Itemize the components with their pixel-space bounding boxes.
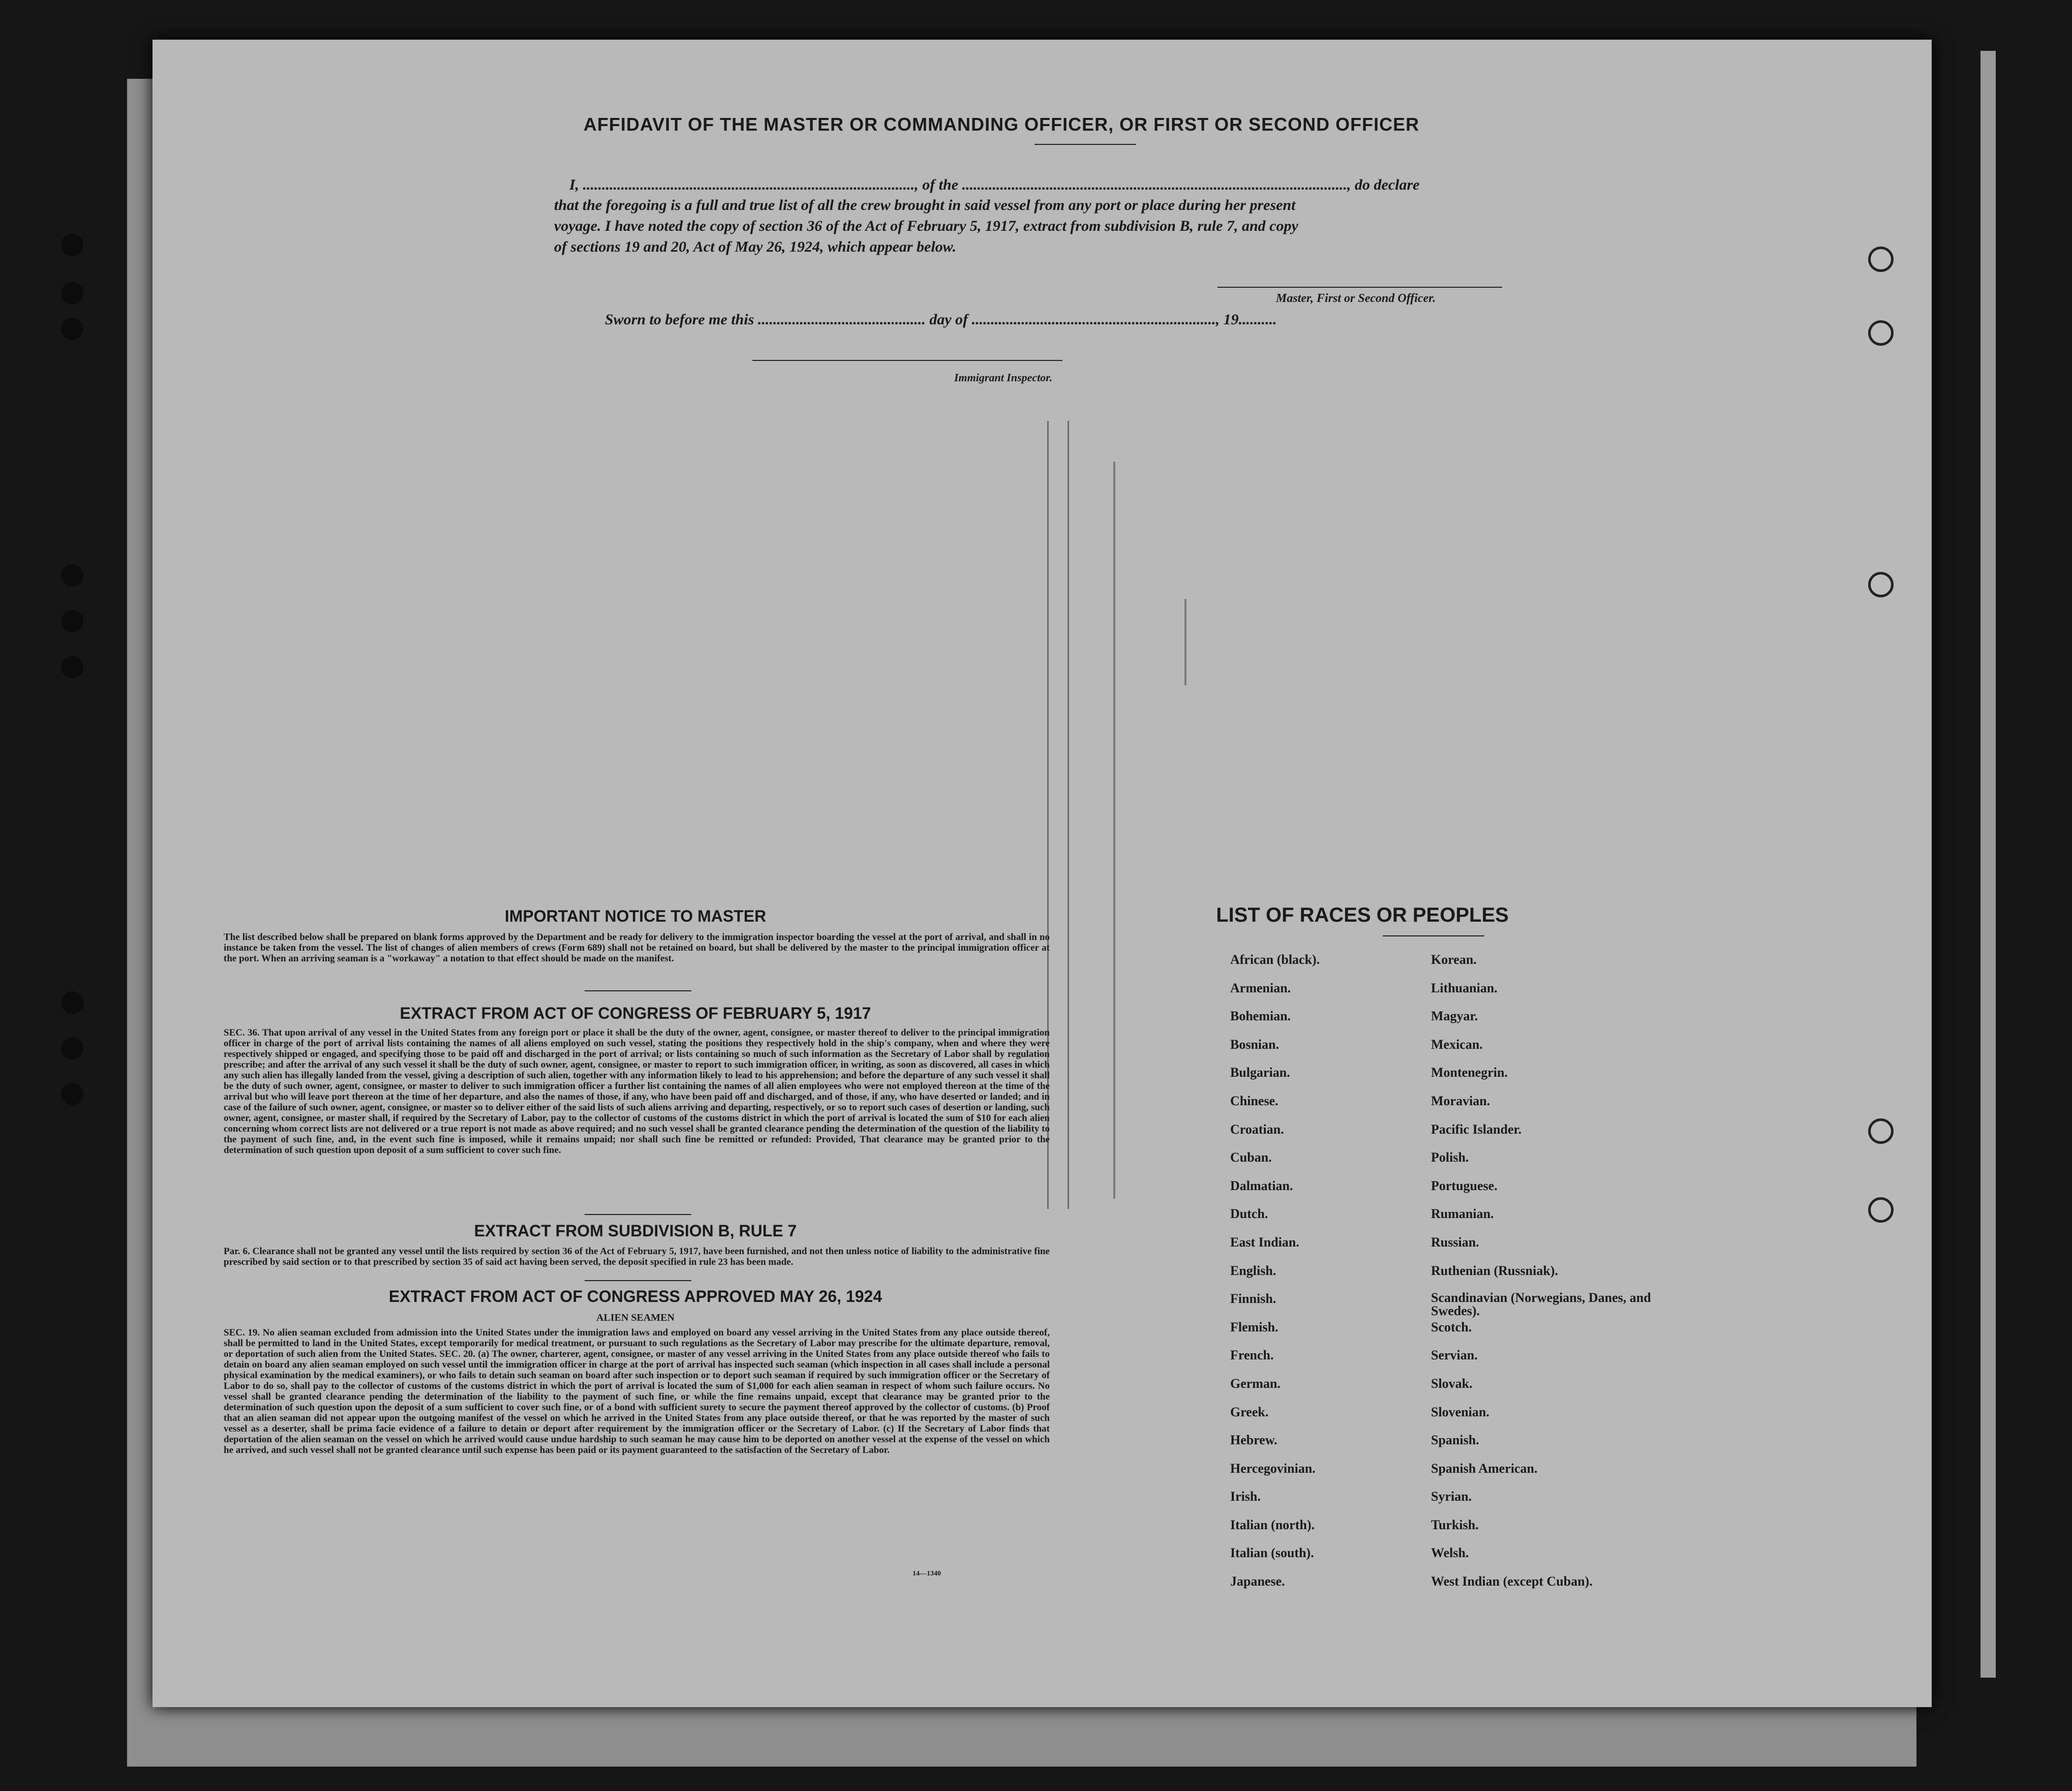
affidavit-line-1 <box>569 174 1713 195</box>
race-item: Flemish. <box>1230 1319 1278 1334</box>
inspector-label: Immigrant Inspector. <box>954 371 1053 384</box>
race-item: Montenegrin. <box>1431 1065 1508 1080</box>
race-item: Syrian. <box>1431 1489 1472 1504</box>
race-item: Finnish. <box>1230 1291 1276 1307</box>
affidavit-line-3: voyage. I have noted the copy of section 36 of the Act of February 5, 1917, extract from subdivision B, rule 7, and copy <box>554 218 1298 234</box>
binder-hole <box>61 991 83 1014</box>
races-heading: LIST OF RACES OR PEOPLES <box>1216 904 1509 926</box>
binder-hole <box>61 282 83 305</box>
race-item: Welsh. <box>1431 1545 1469 1561</box>
race-item: Mexican. <box>1431 1037 1483 1052</box>
inspector-signature-line <box>752 360 1062 361</box>
race-item: West Indian (except Cuban). <box>1431 1574 1593 1589</box>
race-item: Korean. <box>1431 952 1477 967</box>
race-item: Bulgarian. <box>1230 1065 1290 1080</box>
column-rule <box>1068 421 1069 1209</box>
race-item: Scandinavian (Norwegians, Danes, and Swedes). <box>1431 1290 1651 1319</box>
race-item: Armenian. <box>1230 980 1291 995</box>
race-item: Slovak. <box>1431 1376 1473 1391</box>
race-item: German. <box>1230 1376 1281 1391</box>
race-item: Slovenian. <box>1431 1404 1489 1419</box>
race-item: Cuban. <box>1230 1150 1272 1165</box>
race-item: French. <box>1230 1348 1274 1363</box>
race-item: Spanish American. <box>1431 1461 1538 1476</box>
race-item: Lithuanian. <box>1431 980 1498 995</box>
race-item: Portuguese. <box>1431 1178 1498 1193</box>
race-item: Irish. <box>1230 1489 1261 1504</box>
binder-hole <box>61 1083 83 1105</box>
affidavit-title: AFFIDAVIT OF THE MASTER OR COMMANDING OFFICER, OR FIRST OR SECOND OFFICER <box>583 114 1420 135</box>
page-edge <box>1980 51 1996 1678</box>
race-item: Scotch. <box>1431 1319 1472 1334</box>
affidavit-line-4: of sections 19 and 20, Act of May 26, 1924, which appear below. <box>554 238 957 255</box>
race-item: African (black). <box>1230 952 1320 967</box>
notice-heading: IMPORTANT NOTICE TO MASTER <box>504 907 767 925</box>
race-item: Pacific Islander. <box>1431 1121 1522 1137</box>
extract-1924-heading: EXTRACT FROM ACT OF CONGRESS APPROVED MAY 26, 1924 <box>388 1287 882 1306</box>
races-left-column <box>1230 952 1444 1602</box>
binder-hole <box>61 656 83 678</box>
race-item: Japanese. <box>1230 1574 1285 1589</box>
affidavit-line-2: that the foregoing is a full and true list of all the crew brought in said vessel from any port or place during her present <box>554 197 1296 214</box>
race-item: Russian. <box>1431 1234 1479 1250</box>
affidavit-declare: do declare <box>1355 176 1420 193</box>
extract-1924-text: SEC. 19. No alien seaman excluded from admission into the United States under the immigration laws and employed on board any vessel arriving in the United States from any place outside thereof, shall be permitted to land in the United States, except temporarily for medical treatment, or pursuant to such regulations as the Secretary of Labor may prescribe for the ultimate departure, removal, or deportation of such alien from the United States. SEC. 20. (a) The owner, charterer, agent, consignee, or master of any vessel arriving in the United States from any place outside thereof who fails to detain on board any alien seaman employed on such vessel until the immigration officer in charge at the port of arrival has inspected such seaman (which inspection in all cases shall include a personal physical examination by the medical examiners), or who fails to detain such seaman on board after such inspection or to deport such seaman if required by such immigration officer or the Secretary of Labor to do so, shall pay to the collector of customs of the customs district in which the port of arrival is located the sum of $1,000 for each alien seaman in respect of whom such failure occurs. No vessel shall be granted clearance pending the determination of the liability to the payment of such fine, or while the fine remains unpaid, except that clearance may be granted prior to the determination of such question upon the deposit of a sum sufficient to cover such fine, or of a bond with sufficient surety to secure the payment thereof approved by the collector of customs. (b) Proof that an alien seaman did not appear upon the outgoing manifest of the vessel on which he arrived in the United States from any place outside thereof, or that he was reported by the master of such vessel as a deserter, shall be prima facie evidence of a failure to detain or deport after requirement by the immigration officer or the Secretary of Labor. (c) If the Secretary of Labor finds that deportation of the alien seaman on the vessel on which he arrived would cause undue hardship to such seaman he may cause him to be deported on another vessel at the expense of the vessel on which he arrived, and such vessel shall not be granted clearance until such expense has been paid or its payment guaranteed to the satisfaction of the Secretary of Labor. <box>224 1327 1050 1455</box>
extract-1917-heading: EXTRACT FROM ACT OF CONGRESS OF FEBRUARY 5, 1917 <box>400 1004 871 1022</box>
divider <box>585 990 691 991</box>
affidavit-name-field: I, ......................................................................................., <box>569 176 919 193</box>
race-item: Bohemian. <box>1230 1009 1291 1024</box>
notice-text: The list described below shall be prepared on blank forms approved by the Department and be ready for delivery to the immigration inspector boarding the vessel at the port of arrival, and shall in no instance be taken from the vessel. The list of changes of alien members of crews (Form 689) shall not be retained on board, but shall be delivered by the master to the principal immigration officer at the port. When an arriving seaman is a "workaway" a notation to that effect should be made on the manifest. <box>224 932 1050 964</box>
divider <box>1034 144 1136 145</box>
race-item: Turkish. <box>1431 1517 1479 1532</box>
race-item: Bosnian. <box>1230 1037 1279 1052</box>
rule7-heading: EXTRACT FROM SUBDIVISION B, RULE 7 <box>474 1222 797 1240</box>
race-item: Magyar. <box>1431 1009 1478 1024</box>
binder-hole <box>61 234 83 256</box>
alien-seamen-subheading: ALIEN SEAMEN <box>596 1312 675 1323</box>
divider <box>1383 935 1484 936</box>
master-signature-label: Master, First or Second Officer. <box>1276 292 1436 305</box>
race-item: English. <box>1230 1263 1276 1278</box>
form-number: 14—1340 <box>912 1570 941 1577</box>
rule7-text: Par. 6. Clearance shall not be granted any vessel until the lists required by section 36 of the Act of February 5, 1917, have been furnished, and not then unless notice of liability to the administrative fine prescribed by said section or to that prescribed by section 35 of said act having been served, the deposit specified in rule 23 has been made. <box>224 1246 1050 1267</box>
binder-hole <box>61 610 83 632</box>
binder-hole <box>61 1037 83 1059</box>
race-item: Italian (south). <box>1230 1545 1314 1561</box>
race-item: Moravian. <box>1431 1093 1490 1108</box>
race-item: Polish. <box>1431 1150 1469 1165</box>
column-rule <box>1113 462 1115 1199</box>
extract-1917-text: SEC. 36. That upon arrival of any vessel in the United States from any foreign port or place it shall be the duty of the owner, agent, consignee, or master thereof to deliver to the principal immigration officer in charge of the port of arrival lists containing the names of all aliens employed on such vessel, stating the positions they respectively hold in the ship's company, when and where they were respectively shipped or engaged, and specifying those to be paid off and discharged in the port of arrival; or lists containing so much of such information as the Secretary of Labor shall by regulation prescribe; and after the arrival of any such vessel it shall be the duty of such owner, agent, consignee, or master to report to such immigration officer, in writing, as soon as discovered, all cases in which any such alien has illegally landed from the vessel, giving a description of such alien, together with any information likely to lead to his apprehension; and before the departure of any such vessel it shall be the duty of such owner, agent, consignee, or master to deliver to such immigration officer a further list containing the names of all alien employees who were not employed thereon at the time of the arrival but who will leave port thereon at the time of her departure, and also the names of those, if any, who have been paid off and discharged, and of those, if any, who have deserted or landed; and in case of the failure of such owner, agent, consignee, or master so to deliver either of the said lists of such aliens arriving and departing, respectively, or so to report such cases of desertion or landing, such owner, agent, consignee, or master shall, if required by the Secretary of Labor, pay to the collector of customs of the customs district in which the port of arrival is located the sum of $10 for each alien concerning whom correct lists are not delivered or a true report is not made as above required; and no such vessel shall be granted clearance pending the determination of the question of the liability to the payment of such fine, and, in the event such fine is imposed, while it remains unpaid; nor shall such fine be remitted or refunded: Provided, That clearance may be granted prior to the determination of such question upon deposit of a sum sufficient to cover such fine. <box>224 1027 1050 1156</box>
form-page <box>153 40 1932 1707</box>
binder-hole <box>61 564 83 587</box>
race-item: Italian (north). <box>1230 1517 1315 1532</box>
race-item: Dalmatian. <box>1230 1178 1293 1193</box>
sworn-line: Sworn to before me this ............................................ day of ................................................................, 19.......... <box>605 311 1277 328</box>
column-rule <box>1184 599 1186 685</box>
race-item: Ruthenian (Russniak). <box>1431 1263 1558 1278</box>
divider <box>585 1280 691 1281</box>
races-right-column <box>1431 952 1675 1602</box>
affidavit-vessel-field: of the ....................................................................................................., <box>922 176 1351 193</box>
race-item: Hercegovinian. <box>1230 1461 1316 1476</box>
race-item: Servian. <box>1431 1348 1478 1363</box>
race-item: Chinese. <box>1230 1093 1278 1108</box>
race-item: Greek. <box>1230 1404 1269 1419</box>
race-item: Hebrew. <box>1230 1433 1277 1448</box>
race-item: Spanish. <box>1431 1433 1479 1448</box>
race-item: Rumanian. <box>1431 1206 1494 1222</box>
binder-hole <box>61 318 83 340</box>
race-item: Croatian. <box>1230 1121 1284 1137</box>
race-item: East Indian. <box>1230 1234 1299 1250</box>
divider <box>585 1214 691 1215</box>
signature-line <box>1217 287 1502 288</box>
race-item: Dutch. <box>1230 1206 1268 1222</box>
